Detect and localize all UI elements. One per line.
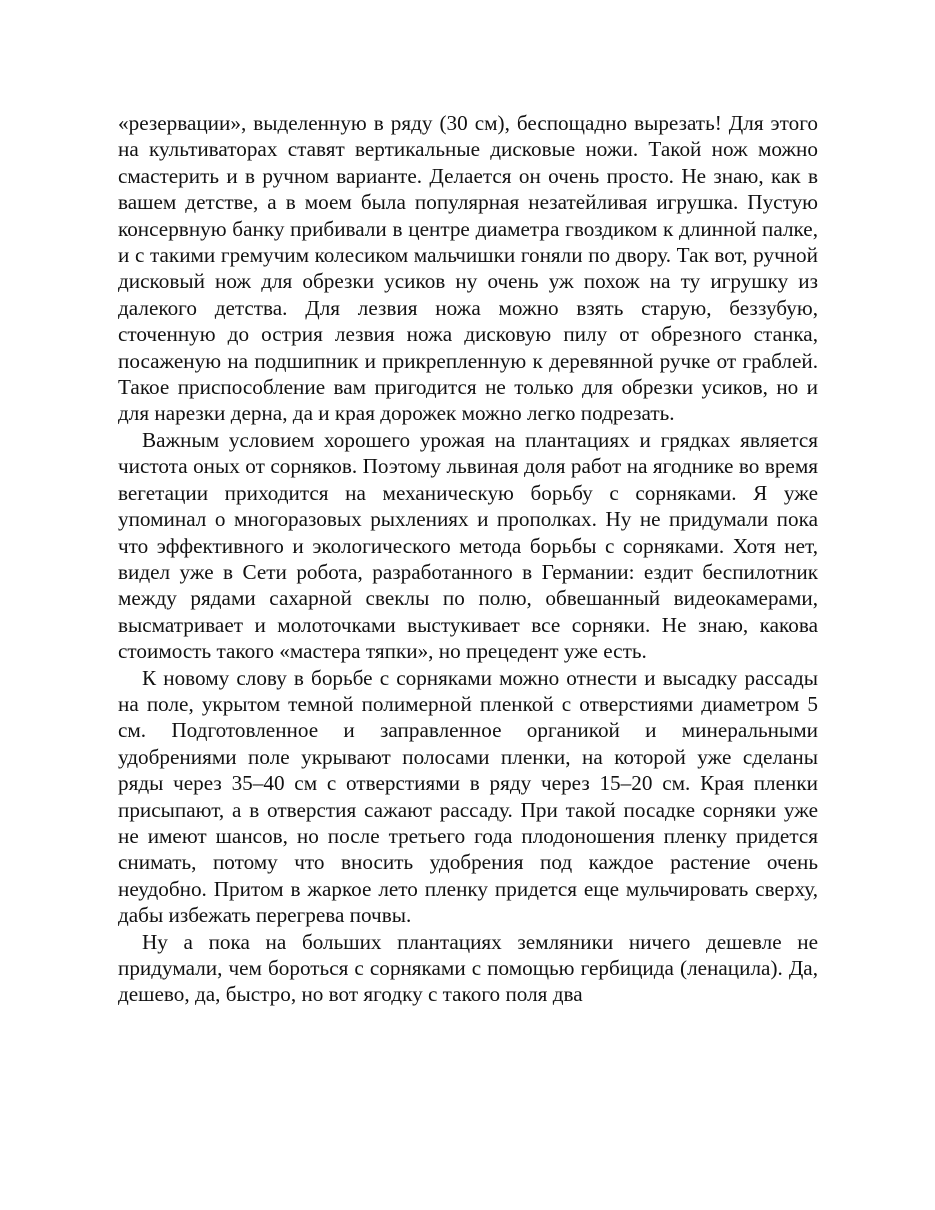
document-page	[118, 110, 818, 1008]
paragraph-1: «резервации», выделенную в ряду (30 см), беспощадно вырезать! Для этого на культиваторах ставят вертикальные дисковые ножи. Такой нож можно смастерить и в ручном варианте. Делается он очень просто. Не знаю, как в вашем детстве, а в моем была популярная незатейливая игрушка. Пустую консервную банку прибивали в центре диаметра гвоздиком к длинной палке, и с такими гремучим колесиком мальчишки гоняли по двору. Так вот, ручной дисковый нож для обрезки усиков ну очень уж похож на ту игрушку из далекого детства. Для лезвия ножа можно взять старую, беззубую, сточенную до острия лезвия ножа дисковую пилу от обрезного станка, посаженую на подшипник и прикрепленную к деревянной ручке от граблей. Такое приспособление вам пригодится не только для обрезки усиков, но и для нарезки дерна, да и края дорожек можно легко подрезать.	[118, 111, 818, 426]
paragraph-4: Ну а пока на больших плантациях земляники ничего дешевле не придумали, чем бороться с сорняками с помощью гербицида (ленацила). Да, дешево, да, быстро, но вот ягодку с такого поля два	[118, 929, 818, 1007]
paragraph-3: К новому слову в борьбе с сорняками можно отнести и высадку рассады на поле, укрытом темной полимерной пленкой с отверстиями диаметром 5 см. Подготовленное и заправленное органикой и минеральными удобрениями поле укрывают полосами пленки, на которой уже сделаны ряды через 35–40 см с отверстиями в ряду через 15–20 см. Края пленки присыпают, а в отверстия сажают рассаду. При такой посадке сорняки уже не имеют шансов, но после третьего года плодоношения пленку придется снимать, потому что вносить удобрения под каждое растение очень неудобно. Притом в жаркое лето пленку придется еще мульчировать сверху, дабы избежать перегрева почвы.	[118, 665, 818, 928]
paragraph-2: Важным условием хорошего урожая на плантациях и грядках является чистота оных от сорняков. Поэтому львиная доля работ на ягоднике во время вегетации приходится на механическую борьбу с сорняками. Я уже упоминал о многоразовых рыхлениях и прополках. Ну не придумали пока что эффективного и экологического метода борьбы с сорняками. Хотя нет, видел уже в Сети робота, разработанного в Германии: ездит беспилотник между рядами сахарной свеклы по полю, обвешанный видеокамерами, высматривает и молоточками выстукивает все сорняки. Не знаю, какова стоимость такого «мастера тяпки», но прецедент уже есть.	[118, 427, 818, 664]
